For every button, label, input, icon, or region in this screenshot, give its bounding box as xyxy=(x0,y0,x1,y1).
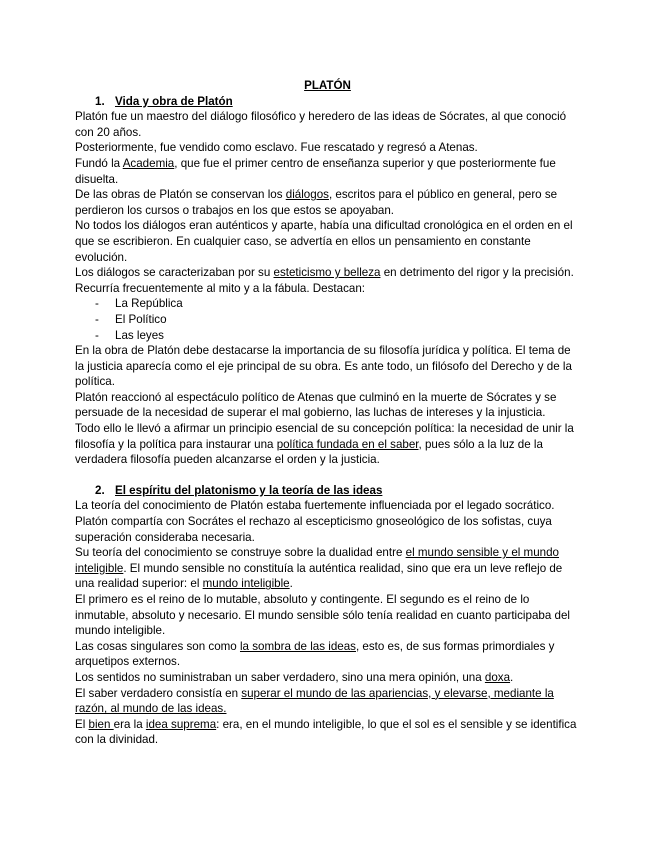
underlined-term: Academia xyxy=(122,156,175,170)
paragraph: En la obra de Platón debe destacarse la importancia de su filosofía jurídica y política. El tema de la justicia aparecía como el eje principal de su obra. Es ante todo, un filósofo del Derecho y de la política. xyxy=(75,344,572,389)
underlined-term: diálogos xyxy=(285,188,329,202)
underlined-term: idea suprema xyxy=(145,717,217,731)
paragraph: La teoría del conocimiento de Platón estaba fuertemente influenciada por el legado socrático. xyxy=(75,499,555,513)
paragraph: Fundó la Academia, que fue el primer centro de enseñanza superior y que posteriormente fue disuelta. xyxy=(75,156,556,186)
paragraph: El bien era la idea suprema: era, en el mundo inteligible, lo que el sol es el sensible y se identifica con la divinidad. xyxy=(75,717,577,747)
underlined-term: política fundada en el saber xyxy=(276,437,419,451)
paragraph: Platón reaccionó al espectáculo político de Atenas que culminó en la muerte de Sócrates y se persuade de la necesidad de superar el mal gobierno, las luchas de intereses y la injusticia. xyxy=(75,390,557,420)
paragraph: El primero es el reino de lo mutable, absoluto y contingente. El segundo es el reino de lo inmutable, absoluto y necesario. El mundo sensible sólo tenía realidad en cuanto participaba del mundo inteligible. xyxy=(75,593,570,638)
section-2-number: 2. xyxy=(95,483,105,497)
paragraph: Posteriormente, fue vendido como esclavo. Fue rescatado y regresó a Atenas. xyxy=(75,141,478,155)
section-2-title: El espíritu del platonismo y la teoría de las ideas xyxy=(115,483,383,497)
underlined-term: doxa xyxy=(484,670,511,684)
list-item: - Las leyes xyxy=(95,328,580,344)
paragraph: De las obras de Platón se conservan los diálogos, escritos para el público en general, pero se perdieron los cursos o trabajos en los que estos se apoyaban. xyxy=(75,188,558,217)
section-1-title: Vida y obra de Platón xyxy=(115,94,233,108)
underlined-term: esteticismo y belleza xyxy=(273,266,381,280)
paragraph: Los sentidos no suministraban un saber verdadero, sino una mera opinión, una doxa. xyxy=(75,670,514,684)
document-title: PLATÓN xyxy=(304,79,351,92)
paragraph: El saber verdadero consistía en superar el mundo de las apariencias, y elevarse, mediante la razón, al mundo de las ideas. xyxy=(75,686,554,716)
section-2-heading xyxy=(95,483,580,499)
list-item: - El Político xyxy=(95,312,580,328)
section-1-heading xyxy=(95,94,580,110)
list-item: - La República xyxy=(95,296,580,312)
underlined-term: superar el mundo de las apariencias, y elevarse, mediante la razón, al mundo de las ideas. xyxy=(75,686,554,716)
paragraph: Los diálogos se caracterizaban por su esteticismo y belleza en detrimento del rigor y la precisión. Recurría frecuentemente al mito y a la fábula. Destacan: xyxy=(75,266,574,295)
paragraph: Su teoría del conocimiento se construye sobre la dualidad entre el mundo sensible y el mundo inteligible. El mundo sensible no constituía la auténtica realidad, sino que era un leve reflejo de una realidad superior: el mundo inteligible. xyxy=(75,546,563,591)
underlined-term: el mundo sensible y el mundo inteligible xyxy=(75,546,560,575)
underlined-term: mundo inteligible xyxy=(202,577,290,591)
paragraph: Todo ello le llevó a afirmar un principio esencial de su concepción política: la necesidad de unir la filosofía y la política para instaurar una política fundada en el saber, pues sólo a la luz de la verdadera filosofía pueden alcanzarse el orden y la justicia. xyxy=(75,422,574,467)
paragraph: Platón fue un maestro del diálogo filosófico y heredero de las ideas de Sócrates, al que conoció con 20 años. xyxy=(75,110,567,139)
underlined-term: bien xyxy=(88,717,114,731)
paragraph: Las cosas singulares son como la sombra de las ideas, esto es, de sus formas primordiales y arquetipos externos. xyxy=(75,639,555,669)
paragraph: Platón compartía con Socrátes el rechazo al escepticismo gnoseológico de los sofistas, cuya superación consideraba necesaria. xyxy=(75,515,552,544)
document-page xyxy=(75,78,580,748)
underlined-term: la sombra de las ideas xyxy=(239,639,356,653)
paragraph: No todos los diálogos eran auténticos y aparte, había una dificultad cronológica en el orden en el que se escribieron. En cualquier caso, se advertía en ellos un pensamiento en constante evolución. xyxy=(75,219,573,264)
section-gap xyxy=(75,468,580,483)
works-list xyxy=(75,296,580,343)
section-1-number: 1. xyxy=(95,94,105,108)
